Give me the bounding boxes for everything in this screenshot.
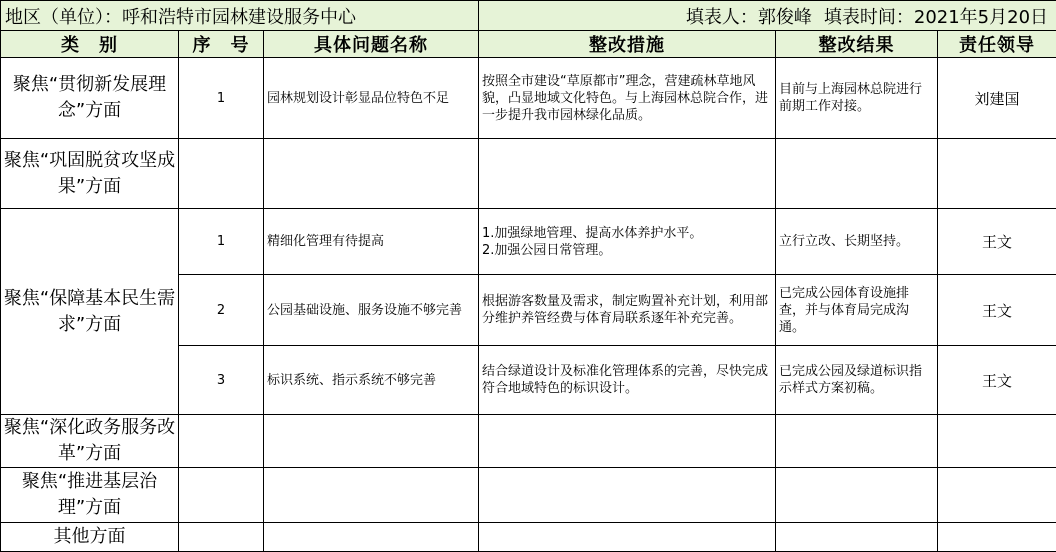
- seq-cell[interactable]: 1: [179, 58, 264, 139]
- result-cell[interactable]: 已完成公园体育设施排查，并与体育局完成沟通。: [776, 275, 938, 346]
- category-cell[interactable]: 聚焦“贯彻新发展理念”方面: [1, 58, 179, 139]
- empty-cell[interactable]: [776, 468, 938, 523]
- empty-cell[interactable]: [479, 523, 776, 552]
- result-cell[interactable]: 已完成公园及绿道标识指示样式方案初稿。: [776, 346, 938, 415]
- date-text: 填表时间：2021年5月20日: [824, 7, 1048, 28]
- leader-cell[interactable]: 王文: [938, 346, 1056, 415]
- measure-cell[interactable]: 1.加强绿地管理、提高水体养护水平。 2.加强公园日常管理。: [479, 209, 776, 275]
- table-row: [1, 209, 1056, 275]
- empty-cell[interactable]: [479, 468, 776, 523]
- header-problem[interactable]: 具体问题名称: [264, 31, 479, 58]
- table-row: [1, 415, 1056, 468]
- info-row: [1, 1, 1056, 31]
- empty-cell[interactable]: [264, 468, 479, 523]
- region-cell[interactable]: 地区（单位）：呼和浩特市园林建设服务中心: [1, 1, 479, 31]
- empty-cell[interactable]: [776, 523, 938, 552]
- seq-cell[interactable]: 3: [179, 346, 264, 415]
- leader-cell[interactable]: 刘建国: [938, 58, 1056, 139]
- category-cell[interactable]: 其他方面: [1, 523, 179, 552]
- empty-cell[interactable]: [179, 415, 264, 468]
- problem-cell[interactable]: 精细化管理有待提高: [264, 209, 479, 275]
- empty-cell[interactable]: [479, 415, 776, 468]
- table-row: [1, 523, 1056, 552]
- filler-text: 填表人：郭俊峰: [686, 7, 812, 28]
- empty-cell[interactable]: [264, 523, 479, 552]
- problem-cell[interactable]: 标识系统、指示系统不够完善: [264, 346, 479, 415]
- table-row: [1, 58, 1056, 139]
- category-cell[interactable]: 聚焦“巩固脱贫攻坚成果”方面: [1, 139, 179, 209]
- empty-cell[interactable]: [938, 415, 1056, 468]
- table-row: [1, 139, 1056, 209]
- empty-cell[interactable]: [938, 523, 1056, 552]
- filler-date-cell[interactable]: [479, 1, 1056, 31]
- empty-cell[interactable]: [179, 523, 264, 552]
- measure-cell[interactable]: 根据游客数量及需求，制定购置补充计划，利用部分维护养管经费与体育局联系逐年补充完善。: [479, 275, 776, 346]
- header-seq[interactable]: 序 号: [179, 31, 264, 58]
- empty-cell[interactable]: [264, 139, 479, 209]
- problem-cell[interactable]: 园林规划设计彰显品位特色不足: [264, 58, 479, 139]
- empty-cell[interactable]: [179, 468, 264, 523]
- measure-cell[interactable]: 按照全市建设“草原都市”理念，营建疏林草地风貌，凸显地域文化特色。与上海园林总院合作，进一步提升我市园林绿化品质。: [479, 58, 776, 139]
- result-cell[interactable]: 立行立改、长期坚持。: [776, 209, 938, 275]
- empty-cell[interactable]: [938, 139, 1056, 209]
- empty-cell[interactable]: [179, 139, 264, 209]
- empty-cell[interactable]: [264, 415, 479, 468]
- table-row: [1, 468, 1056, 523]
- category-cell[interactable]: 聚焦“推进基层治理”方面: [1, 468, 179, 523]
- measure-cell[interactable]: 结合绿道设计及标准化管理体系的完善，尽快完成符合地域特色的标识设计。: [479, 346, 776, 415]
- empty-cell[interactable]: [938, 468, 1056, 523]
- header-result[interactable]: 整改结果: [776, 31, 938, 58]
- leader-cell[interactable]: 王文: [938, 275, 1056, 346]
- seq-cell[interactable]: 1: [179, 209, 264, 275]
- problem-cell[interactable]: 公园基础设施、服务设施不够完善: [264, 275, 479, 346]
- header-measure[interactable]: 整改措施: [479, 31, 776, 58]
- result-cell[interactable]: 目前与上海园林总院进行前期工作对接。: [776, 58, 938, 139]
- empty-cell[interactable]: [776, 139, 938, 209]
- header-row: [1, 31, 1056, 58]
- header-leader[interactable]: 责任领导: [938, 31, 1056, 58]
- category-cell[interactable]: 聚焦“深化政务服务改革”方面: [1, 415, 179, 468]
- header-category[interactable]: 类 别: [1, 31, 179, 58]
- seq-cell[interactable]: 2: [179, 275, 264, 346]
- empty-cell[interactable]: [776, 415, 938, 468]
- category-cell[interactable]: 聚焦“保障基本民生需求”方面: [1, 209, 179, 415]
- leader-cell[interactable]: 王文: [938, 209, 1056, 275]
- empty-cell[interactable]: [479, 139, 776, 209]
